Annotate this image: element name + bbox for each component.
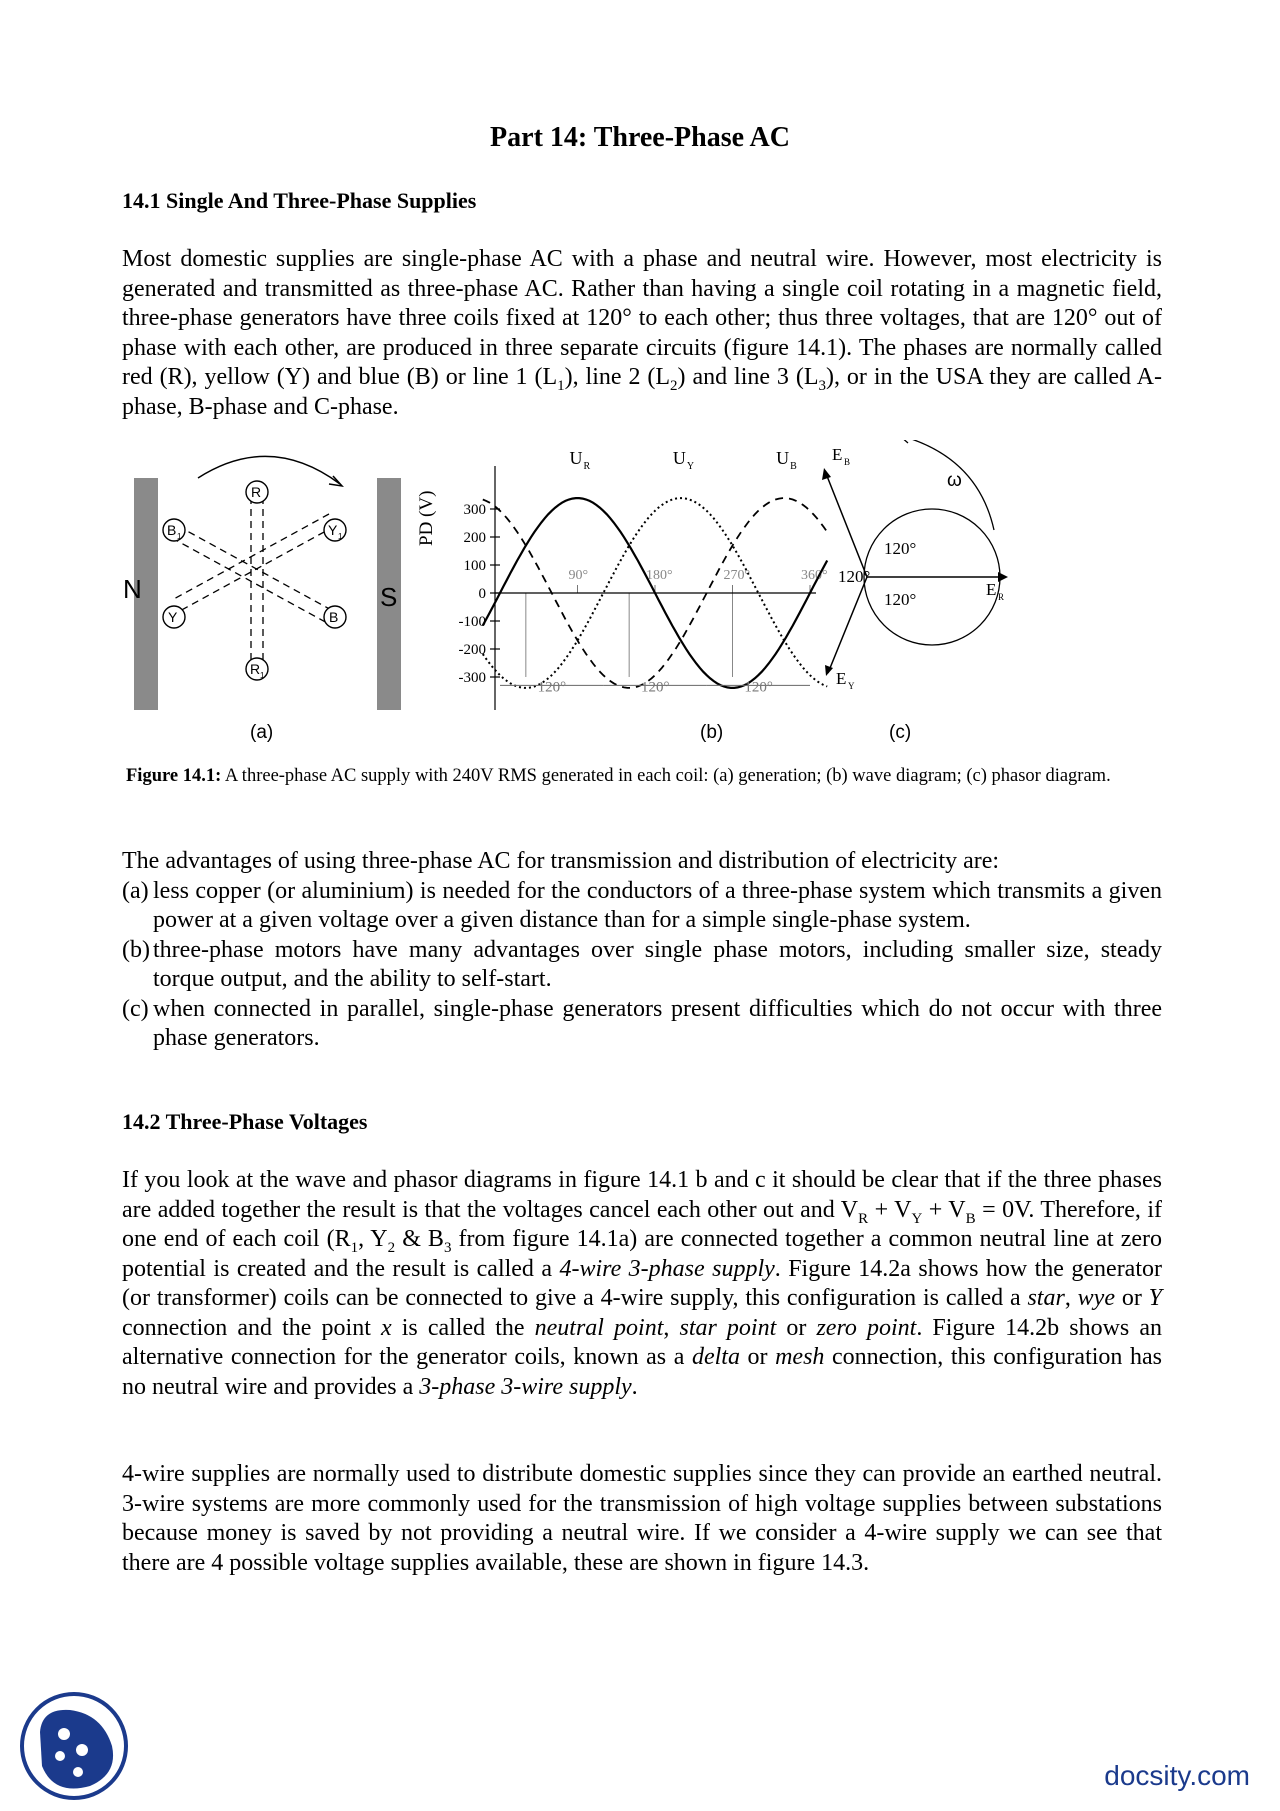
angle-label: 180°	[646, 568, 673, 583]
advantages-intro: The advantages of using three-phase AC for transmission and distribution of electricity are:	[122, 848, 1000, 874]
figure-caption: Figure 14.1: A three-phase AC supply with 240V RMS generated in each coil: (a) generation; (b) wave diagram; (c) phasor diagram.	[126, 766, 1111, 786]
page-title: Part 14: Three-Phase AC	[490, 122, 790, 153]
figure-b-wave-diagram	[416, 448, 828, 743]
north-pole-label: N	[123, 574, 142, 604]
figure-c-label: (c)	[889, 722, 912, 743]
section-heading-14-2: 14.2 Three-Phase Voltages	[122, 1109, 368, 1134]
y-tick-label: -200	[458, 642, 486, 658]
span-label: 120°	[744, 679, 773, 696]
y-axis-label: PD (V)	[416, 490, 437, 546]
omega-label: ω	[947, 470, 962, 491]
y-tick-label: -100	[458, 614, 486, 630]
list-item: (a) less copper (or aluminium) is needed for the conductors of a three-phase system which transmits a given power at a given voltage over a given distance than for a simple single-phase system.	[122, 877, 1162, 933]
series-label-sub: Y	[686, 461, 695, 472]
rotation-arc-head	[900, 440, 910, 443]
figure-14-1	[120, 440, 1180, 760]
span-label: 120°	[641, 679, 670, 696]
phasor-ey-label: E	[836, 669, 847, 688]
angle-label: 90°	[568, 568, 589, 583]
south-pole-label: S	[380, 582, 398, 612]
series-label-sub: B	[790, 461, 797, 472]
phasor-er-label: E	[986, 580, 997, 599]
coil-terminals	[163, 481, 346, 680]
terminal-b-label: B	[329, 609, 339, 625]
phasor-ey-sub: Y	[848, 681, 855, 691]
terminal-r1-label: R	[250, 661, 261, 677]
figure-a-label: (a)	[250, 722, 274, 743]
section-heading-14-1: 14.1 Single And Three-Phase Supplies	[122, 188, 477, 213]
figure-a-generation	[123, 456, 401, 743]
series-label: U	[672, 448, 686, 468]
terminal-y1-sub: 1	[338, 532, 343, 541]
phasor-ey-head	[825, 665, 833, 676]
terminal-b1-sub: 1	[177, 532, 182, 541]
angle-label: 360°	[801, 568, 828, 583]
angle-label-left: 120°	[838, 567, 871, 586]
series-label-sub: R	[583, 461, 591, 472]
series-label: U	[776, 448, 790, 468]
phasor-er-head	[998, 572, 1008, 582]
coil-lines	[172, 485, 335, 668]
angle-marks	[569, 568, 828, 593]
phasor-eb-sub: B	[844, 457, 851, 467]
y-ticks	[459, 502, 501, 686]
list-item: (c) when connected in parallel, single-phase generators present difficulties which do not occur with three phase generators.	[122, 995, 1162, 1051]
angle-label: 270°	[723, 568, 751, 583]
terminal-r1-sub: 1	[260, 671, 265, 680]
phasor-er-sub: R	[998, 592, 1005, 602]
terminal-b1-label: B	[167, 522, 177, 538]
figure-c-phasor-diagram	[822, 440, 1008, 743]
list-item: (b) three-phase motors have many advantages over single phase motors, including smaller size, steady torque output, and the ability to self-start.	[122, 936, 1162, 992]
y-tick-label: -300	[458, 670, 486, 686]
docsity-watermark[interactable]: docsity.com	[1104, 1760, 1250, 1791]
y-tick-label: 100	[463, 558, 486, 574]
series-label: U	[569, 448, 583, 468]
phasor-eb	[825, 471, 867, 577]
paragraph-intro: Most domestic supplies are single-phase AC with a phase and neutral wire. However, most electricity is generated and transmitted as three-phase AC. Rather than having a single coil rotating in a magnetic field, three-phase generators have three coils fixed at 120° to each other; thus three voltages, that are 120° out of phase with each other, are produced in three separate circuits (figure 14.1). The phases are normally called red (R), yellow (Y) and blue (B) or line 1 $(L_1)$, line 2 $(L_2)$ and line 3 $(L_3)$, or in the USA they are called A-phase, B-phase and C-phase.	[122, 246, 1162, 420]
y-tick-label: 300	[463, 502, 486, 518]
y-tick-label: 0	[478, 586, 486, 602]
terminal-y1-label: Y	[328, 522, 338, 538]
terminal-r-label: R	[251, 484, 262, 500]
phasor-eb-label: E	[832, 445, 843, 464]
series-labels	[570, 448, 798, 472]
terminal-y-label: Y	[168, 609, 178, 625]
figure-b-label: (b)	[700, 722, 724, 743]
advantages-section	[122, 847, 1162, 1054]
docsity-logo[interactable]	[20, 1692, 128, 1800]
span-label: 120°	[537, 679, 567, 696]
y-tick-label: 200	[463, 530, 486, 546]
angle-label-top: 120°	[884, 539, 917, 558]
phasor-eb-head	[822, 468, 831, 480]
phasor-ey	[828, 577, 867, 673]
paragraph-wire-supplies: 4-wire supplies are normally used to distribute domestic supplies since they can provide an earthed neutral. 3-wire systems are more commonly used for the transmission of high voltage supplies between substations because money is saved by not providing a neutral wire. If we consider a 4-wire supply we can see that there are 4 possible voltage supplies available, these are shown in figure 14.3.	[122, 1461, 1162, 1576]
rotation-arrow	[198, 456, 340, 484]
phase-span-markers	[500, 679, 810, 695]
paragraph-three-phase-voltages: If you look at the wave and phasor diagrams in figure 14.1 b and c it should be clear that if the three phases are added together the result is that the voltages cancel each other out and $V_R + V_Y + V_B = 0V$. Therefore, if one end of each coil ($R_1$, $Y_2$ & $B_3$ from figure 14.1a) are connected together a common neutral line at zero potential is created and the result is called a 4-wire 3-phase supply. Figure 14.2a shows how the generator (or transformer) coils can be connected to give a 4-wire supply, this configuration is called a star, wye or Y connection and the point x is called the neutral point, star point or zero point. Figure 14.2b shows an alternative connection for the generator coils, known as a delta or mesh connection, this configuration has no neutral wire and provides a 3-phase 3-wire supply.	[122, 1167, 1163, 1400]
angle-label-bottom: 120°	[884, 590, 917, 609]
